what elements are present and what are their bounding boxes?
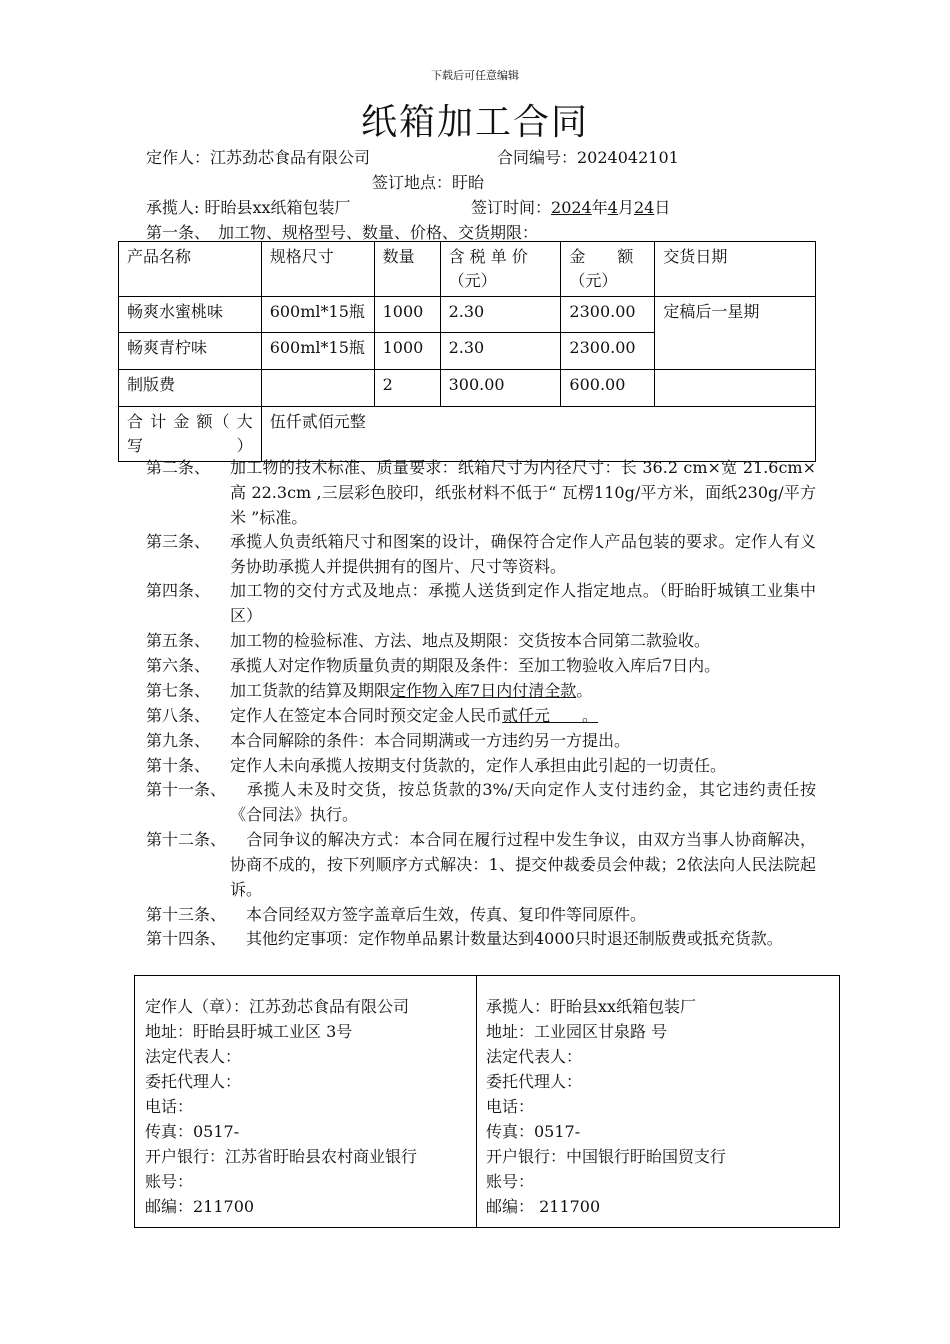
clause-number: 第四条、 bbox=[146, 581, 211, 600]
client-phone: 电话： bbox=[145, 1097, 194, 1116]
cell-amount: 2300.00 bbox=[561, 333, 655, 370]
total-label: 合 计 金 额（ 大写） bbox=[119, 407, 262, 462]
header-spec: 规格尺寸 bbox=[261, 242, 374, 297]
sign-day: 24 bbox=[633, 198, 655, 217]
clause-4 bbox=[146, 578, 816, 628]
client-fax: 传真：0517- bbox=[145, 1122, 240, 1141]
contractor-postcode: 邮编： 211700 bbox=[486, 1197, 601, 1216]
header-amount: 金 额（元） bbox=[561, 242, 655, 297]
client-signature-block bbox=[145, 994, 475, 1219]
clause-11 bbox=[146, 777, 816, 827]
clause-text: 定作人在签定本合同时预交定金人民币 bbox=[230, 706, 503, 725]
clause-text: 承揽人负责纸箱尺寸和图案的设计，确保符合定作人产品包装的要求。定作人有义务协助承揽人并提供拥有的图片、尺寸等资料。 bbox=[230, 532, 816, 576]
client-agent: 委托代理人： bbox=[145, 1072, 242, 1091]
client-address: 地址：盱眙县盱城工业区 3号 bbox=[145, 1022, 353, 1041]
contractor-agent: 委托代理人： bbox=[486, 1072, 583, 1091]
clause-text: 加工物的技术标准、质量要求：纸箱尺寸为内径尺寸：长 36.2 cm×宽 21.6cm×高 22.3cm ,三层彩色胶印，纸张材料不低于“ 瓦楞110g/平方米，面纸230g/平方米 ”标准。 bbox=[230, 458, 816, 527]
clause-number: 第五条、 bbox=[146, 631, 211, 650]
sign-time-label: 签订时间： bbox=[471, 198, 552, 217]
clause-text: 定作人未向承揽人按期支付货款的，定作人承担由此引起的一切责任。 bbox=[230, 756, 727, 775]
signature-box bbox=[134, 975, 840, 1228]
month-char: 月 bbox=[617, 198, 634, 217]
clause-number: 第十四条、 bbox=[146, 929, 227, 948]
clause-number: 第十一条、 bbox=[146, 780, 227, 799]
cell-spec bbox=[261, 370, 374, 407]
client-bank: 开户银行：江苏省盱眙县农村商业银行 bbox=[145, 1147, 418, 1166]
article-1: 第一条、 加工物、规格型号、数量、价格、交货期限： bbox=[146, 223, 539, 242]
clause-number: 第八条、 bbox=[146, 706, 211, 725]
contractor-account: 账号： bbox=[486, 1172, 535, 1191]
contractor-line: 承揽人: 盱眙县xx纸箱包装厂 bbox=[146, 198, 351, 217]
clause-5 bbox=[146, 628, 816, 653]
clause-10 bbox=[146, 753, 816, 778]
cell-product: 畅爽水蜜桃味 bbox=[119, 297, 262, 333]
client-line: 定作人：江苏劲芯食品有限公司 bbox=[146, 148, 371, 167]
clause-number: 第十二条、 bbox=[146, 830, 227, 849]
year-char: 年 bbox=[591, 198, 608, 217]
header-quantity: 数量 bbox=[374, 242, 440, 297]
cell-quantity: 2 bbox=[374, 370, 440, 407]
clause-text: 承揽人对定作物质量负责的期限及条件：至加工物验收入库后7日内。 bbox=[230, 656, 721, 675]
sign-time-line bbox=[471, 195, 670, 218]
clause-end: 。 bbox=[576, 681, 593, 700]
cell-spec: 600ml*15瓶 bbox=[261, 333, 374, 370]
clause-12 bbox=[146, 827, 816, 902]
clause-7 bbox=[146, 678, 816, 703]
clause-number: 第七条、 bbox=[146, 681, 211, 700]
cell-quantity: 1000 bbox=[374, 297, 440, 333]
client-postcode: 邮编：211700 bbox=[145, 1197, 255, 1216]
clause-14 bbox=[146, 926, 816, 951]
contractor-name-line: 承揽人：盱眙县xx纸箱包装厂 bbox=[486, 997, 697, 1016]
items-table bbox=[118, 241, 816, 462]
clause-number: 第十三条、 bbox=[146, 905, 227, 924]
client-legal-rep: 法定代表人： bbox=[145, 1047, 242, 1066]
contractor-signature-block bbox=[486, 994, 826, 1219]
clause-9 bbox=[146, 728, 816, 753]
contractor-legal-rep: 法定代表人： bbox=[486, 1047, 583, 1066]
cell-spec: 600ml*15瓶 bbox=[261, 297, 374, 333]
clause-3 bbox=[146, 529, 816, 579]
cell-product: 畅爽青柠味 bbox=[119, 333, 262, 370]
header-note: 下载后可任意编辑 bbox=[431, 69, 519, 82]
client-seal-line: 定作人（章）：江苏劲芯食品有限公司 bbox=[145, 997, 410, 1016]
clause-text: 承揽人未及时交货，按总货款的3%/天向定作人支付违约金，其它违约责任按《合同法》执行。 bbox=[230, 780, 816, 824]
clause-13 bbox=[146, 902, 816, 927]
cell-product: 制版费 bbox=[119, 370, 262, 407]
contractor-fax: 传真：0517- bbox=[486, 1122, 581, 1141]
cell-delivery: 定稿后一星期 bbox=[655, 297, 816, 370]
clause-8 bbox=[146, 703, 816, 728]
clause-text: 本合同经双方签字盖章后生效，传真、复印件等同原件。 bbox=[230, 905, 647, 924]
cell-amount: 2300.00 bbox=[561, 297, 655, 333]
cell-unit-price: 2.30 bbox=[440, 333, 561, 370]
clause-number: 第九条、 bbox=[146, 731, 211, 750]
table-row bbox=[119, 370, 816, 407]
clause-number: 第六条、 bbox=[146, 656, 211, 675]
clause-6 bbox=[146, 653, 816, 678]
contractor-phone: 电话： bbox=[486, 1097, 535, 1116]
header-product: 产品名称 bbox=[119, 242, 262, 297]
day-char: 日 bbox=[654, 198, 671, 217]
clause-text: 加工物的检验标准、方法、地点及期限：交货按本合同第二款验收。 bbox=[230, 631, 711, 650]
total-row bbox=[119, 407, 816, 462]
contractor-address: 地址：工业园区甘泉路 号 bbox=[486, 1022, 668, 1041]
clause-number: 第三条、 bbox=[146, 532, 211, 551]
clause-2 bbox=[146, 455, 816, 530]
cell-quantity: 1000 bbox=[374, 333, 440, 370]
clause-text: 其他约定事项：定作物单品累计数量达到4000只时退还制版费或抵充货款。 bbox=[230, 929, 783, 948]
contract-number-line: 合同编号：2024042101 bbox=[497, 148, 679, 167]
table-row bbox=[119, 297, 816, 333]
clause-text: 本合同解除的条件：本合同期满或一方违约另一方提出。 bbox=[230, 731, 631, 750]
contract-title: 纸箱加工合同 bbox=[360, 102, 589, 143]
contractor-bank: 开户银行：中国银行盱眙国贸支行 bbox=[486, 1147, 727, 1166]
cell-unit-price: 300.00 bbox=[440, 370, 561, 407]
cell-delivery-empty bbox=[655, 370, 816, 407]
clause-text: 加工物的交付方式及地点：承揽人送货到定作人指定地点。（盱眙盱城镇工业集中区） bbox=[230, 581, 816, 625]
total-value: 伍仟贰佰元整 bbox=[261, 407, 815, 462]
sign-place-line: 签订地点：盱眙 bbox=[372, 173, 485, 192]
signature-divider bbox=[476, 976, 477, 1227]
table-header-row bbox=[119, 242, 816, 297]
deposit-amount: 贰仟元 。 bbox=[502, 706, 599, 725]
clause-number: 第二条、 bbox=[146, 458, 211, 477]
clause-text: 合同争议的解决方式：本合同在履行过程中发生争议，由双方当事人协商解决，协商不成的，按下列顺序方式解决：1、提交仲裁委员会仲裁；2依法向人民法院起诉。 bbox=[230, 830, 816, 899]
clause-text: 加工货款的结算及期限 bbox=[230, 681, 391, 700]
header-delivery: 交货日期 bbox=[655, 242, 816, 297]
sign-month: 4 bbox=[607, 198, 618, 217]
header-unit-price: 含 税 单 价（元） bbox=[440, 242, 561, 297]
cell-unit-price: 2.30 bbox=[440, 297, 561, 333]
sign-year: 2024 bbox=[551, 198, 592, 217]
clause-number: 第十条、 bbox=[146, 756, 211, 775]
payment-term: 定作物入库7日内付清全款 bbox=[390, 681, 577, 700]
cell-amount: 600.00 bbox=[561, 370, 655, 407]
client-account: 账号： bbox=[145, 1172, 194, 1191]
